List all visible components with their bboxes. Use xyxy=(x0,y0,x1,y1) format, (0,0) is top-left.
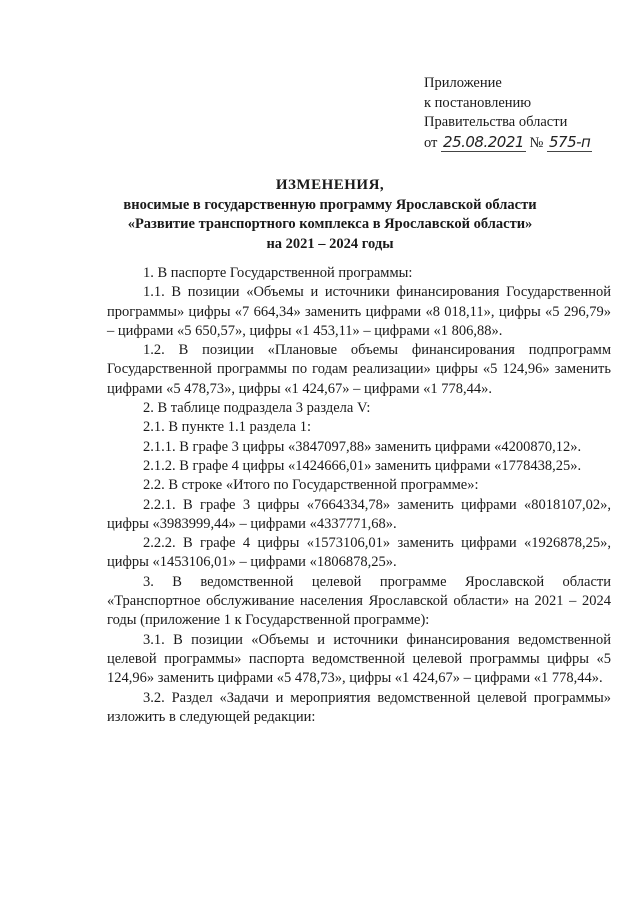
paragraph-1: 1. В паспорте Государственной программы: xyxy=(143,265,413,281)
paragraph-2: 2. В таблице подраздела 3 раздела V: xyxy=(143,400,371,417)
title-line-4: на 2021 – 2024 годы xyxy=(266,235,394,252)
appendix-date-number-line xyxy=(424,133,624,154)
appendix-line-2: к постановлению xyxy=(424,94,532,111)
title-line-2: вносимые в государственную программу Ярославской области xyxy=(123,196,537,213)
title-main: ИЗМЕНЕНИЯ, xyxy=(275,177,385,193)
paragraph-3-1: 3.1. В позиции «Объемы и источники финансирования ведомственной целевой программы» паспорта ведомственной целевой программы цифры «5 124,96» заменить цифрами «5 478,73», цифры «1 424,67» – цифрами «1 778,44». xyxy=(107,631,611,687)
paragraph-2-1-1: 2.1.1. В графе 3 цифры «3847097,88» заменить цифрами «4200870,12». xyxy=(143,438,582,455)
handwritten-date: 25.08.2021 xyxy=(443,132,524,151)
paragraph-2-1-2: 2.1.2. В графе 4 цифры «1424666,01» заменить цифрами «1778438,25». xyxy=(143,457,582,474)
paragraph-1-2: 1.2. В позиции «Плановые объемы финансирования подпрограмм Государственной программы по годам реализации» цифры «5 124,96» заменить цифрами «5 478,73», цифры «1 424,67» – цифрами «1 778,44». xyxy=(107,342,611,397)
paragraph-2-2-1: 2.2.1. В графе 3 цифры «7664334,78» заменить цифрами «8018107,02», цифры «3983999,44» – цифрами «4337771,68». xyxy=(107,496,611,532)
paragraph-3-2: 3.2. Раздел «Задачи и мероприятия ведомственной целевой программы» изложить в следующей редакции: xyxy=(107,689,611,725)
number-label: № xyxy=(529,134,544,151)
document-body xyxy=(107,264,611,727)
from-label: от xyxy=(424,134,438,151)
paragraph-1-1: 1.1. В позиции «Объемы и источники финансирования Государственной программы» цифры «7 664,34» заменить цифрами «8 018,11», цифры «5 296,79» – цифрами «5 650,57», цифры «1 453,11» – цифрами «1 806,88». xyxy=(107,284,611,339)
handwritten-number: 575-п xyxy=(549,132,591,151)
appendix-header xyxy=(424,74,624,153)
title-line-3: «Развитие транспортного комплекса в Ярославской области» xyxy=(127,216,533,232)
appendix-line-1: Приложение xyxy=(424,75,502,91)
paragraph-3: 3. В ведомственной целевой программе Ярославской области «Транспортное обслуживание населения Ярославской области» на 2021 – 2024 годы (приложение 1 к Государственной программе): xyxy=(107,573,611,629)
paragraph-2-1: 2.1. В пункте 1.1 раздела 1: xyxy=(143,419,311,436)
paragraph-2-2-2: 2.2.2. В графе 4 цифры «1573106,01» заменить цифрами «1926878,25», цифры «1453106,01» – цифрами «1806878,25». xyxy=(107,535,611,571)
document-title xyxy=(70,176,590,254)
appendix-line-3: Правительства области xyxy=(424,114,568,130)
paragraph-2-2: 2.2. В строке «Итого по Государственной программе»: xyxy=(143,477,479,494)
